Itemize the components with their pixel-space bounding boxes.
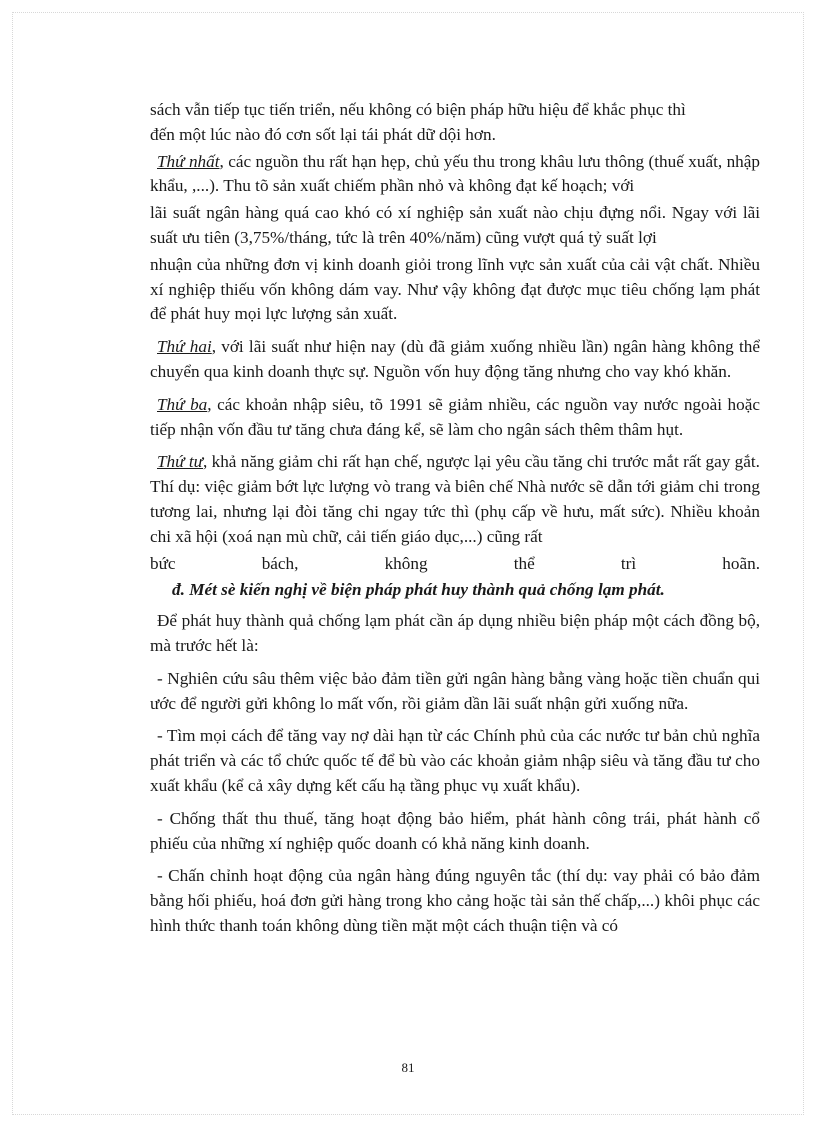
paragraph-continuation — [150, 98, 760, 148]
paragraph-thu-tu — [150, 450, 760, 549]
paragraph-thu-nhat — [150, 150, 760, 200]
paragraph-thu-nhat-cont-2 — [150, 253, 760, 327]
line: sách vẫn tiếp tục tiến triển, nếu không có biện pháp hữu hiệu để khắc phục thì — [150, 100, 686, 119]
text: , với lãi suất như hiện nay (dù đã giảm xuống nhiều lần) ngân hàng không thể chuyển qua kinh doanh thực sự. Nguồn vốn huy động tăng nhưng cho vay khó khăn. — [150, 337, 760, 381]
text: nhuận của những đơn vị kinh doanh giỏi trong lĩnh vực sản xuất của cải vật chất. Nhiều xí nghiệp thiếu vốn không dám vay. Như vậy không đạt được mục tiêu chống lạm phát để phát huy mọi lực lượng sản xuất. — [150, 254, 760, 324]
text: - Tìm mọi cách để tăng vay nợ dài hạn từ các Chính phủ của các nước tư bản chủ nghĩa phát triển và các tổ chức quốc tế để bù vào các khoản giảm nhập siêu và tăng đầu tư cho xuất khẩu (kể cả xây dựng kết cấu hạ tầng phục vụ xuất khẩu). — [150, 726, 760, 795]
bullet-item — [150, 864, 760, 938]
text: , các nguồn thu rất hạn hẹp, chủ yếu thu trong khâu lưu thông (thuế xuất, nhập khẩu, ,...). Thu tõ sản xuất chiếm phần nhỏ và không đạt kế hoạch; với — [150, 151, 760, 196]
text: lãi suất ngân hàng quá cao khó có xí nghiệp sản xuất nào chịu đựng nổi. Ngay với lãi suất ưu tiên (3,75%/tháng, tức là trên 40%/năm) cũng vượt quá tỷ suất lợi — [150, 203, 760, 247]
text: , khả năng giảm chi rất hạn chế, ngược lại yêu cầu tăng chi trước mắt rất gay gắt. Thí dụ: việc giảm bớt lực lượng vò trang và biên chế Nhà nước sẽ dẫn tới giảm chi trong tương lai, nhưng lại đòi tăng chi ngay tức thì (phụ cấp về hưu, mất sức). Nhiều khoản chi xã hội (xoá nạn mù chữ, cải tiến giáo dục,...) cũng rất — [150, 452, 760, 546]
paragraph-thu-hai — [150, 335, 760, 385]
paragraph-thu-tu-last-line — [150, 552, 760, 577]
label-thu-tu: Thứ tư — [157, 452, 203, 472]
text: - Chống thất thu thuế, tăng hoạt động bảo hiểm, phát hành công trái, phát hành cổ phiếu của những xí nghiệp quốc doanh có khả năng kinh doanh. — [150, 808, 760, 853]
paragraph-thu-nhat-cont-1 — [150, 201, 760, 251]
label-thu-nhat: Thứ nhất — [157, 151, 220, 171]
paragraph-intro — [150, 609, 760, 659]
text: bức bách, không thể trì hoãn. — [150, 553, 760, 573]
bullet-item — [150, 724, 760, 798]
page-number: 81 — [401, 1060, 415, 1075]
bullet-item — [150, 667, 760, 717]
line: đến một lúc nào đó cơn sốt lại tái phát dữ dội hơn. — [150, 124, 496, 144]
paragraph-thu-ba — [150, 393, 760, 443]
label-thu-hai: Thứ hai — [157, 337, 212, 357]
section-heading: đ. Mét sè kiến nghị về biện pháp phát huy thành quả chống lạm phát. — [172, 580, 665, 600]
text: - Nghiên cứu sâu thêm việc bảo đảm tiền gửi ngân hàng bằng vàng hoặc tiền chuẩn qui ước để người gửi không lo mất vốn, rồi giảm dần lãi suất nhận gửi xuống nữa. — [150, 668, 760, 713]
text: , các khoản nhập siêu, tõ 1991 sẽ giảm nhiều, các nguồn vay nước ngoài hoặc tiếp nhận vốn đầu tư tăng chưa đáng kể, sẽ làm cho ngân sách thêm thâm hụt. — [150, 394, 761, 439]
document-body — [150, 98, 760, 947]
text: Để phát huy thành quả chống lạm phát cần áp dụng nhiều biện pháp một cách đồng bộ, mà trước hết là: — [150, 611, 760, 655]
text: - Chấn chỉnh hoạt động của ngân hàng đúng nguyên tắc (thí dụ: vay phải có bảo đảm bằng hối phiếu, hoá đơn gửi hàng trong kho cảng hoặc tài sản thế chấp,...) khôi phục các hình thức thanh toán không dùng tiền mặt một cách thuận tiện và có — [150, 866, 760, 935]
bullet-item — [150, 807, 760, 857]
label-thu-ba: Thứ ba — [157, 394, 208, 414]
